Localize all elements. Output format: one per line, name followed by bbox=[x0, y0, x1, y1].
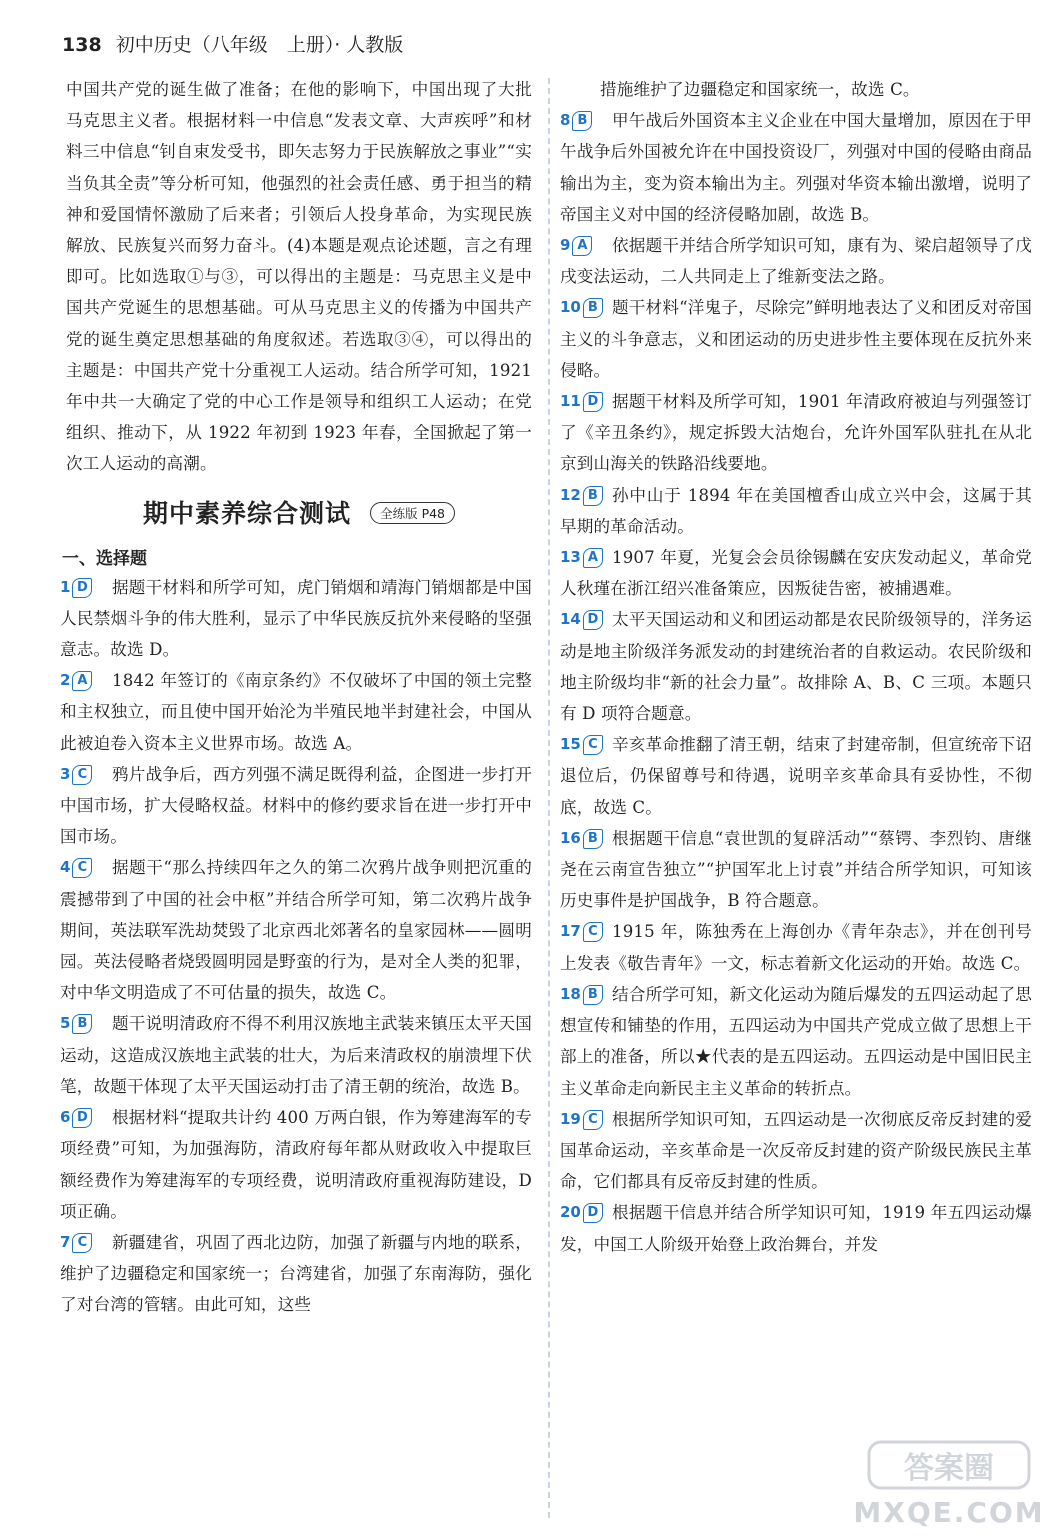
answer-explanation: 鸦片战争后，西方列强不满足既得利益，企图进一步打开中国市场，扩大侵略权益。材料中的修约要求旨在进一步打开中国市场。 bbox=[60, 764, 532, 847]
answer-explanation: 根据材料“提取共计约 400 万两白银，作为筹建海军的专项经费”可知，为加强海防，清政府每年都从财政收入中提取巨额经费作为筹建海军的专项经费，说明清政府重视海防建设，D 项正确。 bbox=[60, 1108, 532, 1221]
question-number: 18 bbox=[560, 984, 581, 1003]
answer-item bbox=[60, 852, 532, 1008]
question-number: 16 bbox=[560, 828, 581, 847]
question-number: 1 bbox=[60, 577, 71, 596]
answer-letter: B bbox=[583, 829, 603, 849]
answer-list-left bbox=[60, 572, 532, 1321]
answer-letter: A bbox=[583, 548, 603, 568]
question-number: 9 bbox=[560, 236, 571, 255]
question-number: 15 bbox=[560, 735, 581, 754]
watermark-top-text: 答案圈 bbox=[904, 1451, 994, 1486]
question-number: 8 bbox=[560, 111, 571, 130]
answer-badge bbox=[560, 545, 603, 569]
answer-letter: D bbox=[583, 392, 603, 412]
answer-letter: B bbox=[572, 111, 592, 131]
page-header bbox=[62, 30, 542, 64]
question-number: 13 bbox=[560, 548, 581, 567]
site-watermark bbox=[849, 1436, 1049, 1532]
answer-item bbox=[560, 979, 1032, 1104]
answer-badge bbox=[60, 1011, 92, 1035]
answer-letter: D bbox=[583, 1203, 603, 1223]
answer-explanation: 1907 年夏，光复会会员徐锡麟在安庆发动起义，革命党人秋瑾在浙江绍兴准备策应，因叛徒告密，被捕遇难。 bbox=[560, 548, 1032, 599]
answer-explanation: 据题干材料和所学可知，虎门销烟和靖海门销烟都是中国人民禁烟斗争的伟大胜利，显示了中华民族反抗外来侵略的坚强意志。故选 D。 bbox=[60, 577, 532, 660]
answer-explanation: 根据题干信息并结合所学知识可知，1919 年五四运动爆发，中国工人阶级开始登上政治舞台，并发 bbox=[560, 1203, 1032, 1254]
answer-explanation: 甲午战后外国资本主义企业在中国大量增加，原因在于甲午战争后外国被允许在中国投资设厂，列强对中国的侵略由商品输出为主，变为资本输出为主。列强对华资本输出激增，说明了帝国主义对中国的经济侵略加剧，故选 B。 bbox=[560, 111, 1032, 224]
answer-explanation: 题干材料“洋鬼子，尽除完”鲜明地表达了义和团反对帝国主义的斗争意志，义和团运动的历史进步性主要体现在反抗外来侵略。 bbox=[560, 298, 1032, 380]
answer-explanation: 1915 年，陈独秀在上海创办《青年杂志》，并在创刊号上发表《敬告青年》一文，标志着新文化运动的开始。故选 C。 bbox=[560, 922, 1032, 973]
question-type-heading: 一、选择题 bbox=[62, 548, 147, 569]
answer-item bbox=[560, 292, 1032, 386]
continued-answer-text: 措施维护了边疆稳定和国家统一，故选 C。 bbox=[600, 80, 920, 99]
question-number: 14 bbox=[560, 610, 581, 629]
answer-explanation: 1842 年签订的《南京条约》不仅破坏了中国的领土完整和主权独立，而且使中国开始沦为半殖民地半封建社会，中国从此被迫卷入资本主义世界市场。故选 A。 bbox=[60, 671, 532, 753]
right-column bbox=[560, 74, 1032, 1260]
answer-item bbox=[560, 604, 1032, 729]
answer-letter: C bbox=[72, 1233, 92, 1253]
answer-item bbox=[60, 1227, 532, 1321]
answer-item bbox=[60, 1008, 532, 1102]
answer-item bbox=[560, 823, 1032, 917]
answer-letter: B bbox=[583, 985, 603, 1005]
answer-badge bbox=[60, 1105, 92, 1129]
answer-letter: C bbox=[72, 858, 92, 878]
answer-letter: A bbox=[572, 236, 592, 256]
answer-letter: B bbox=[72, 1014, 92, 1034]
question-number: 12 bbox=[560, 485, 581, 504]
answer-item bbox=[560, 105, 1032, 230]
answer-badge bbox=[560, 483, 603, 507]
column-divider bbox=[548, 78, 550, 1518]
answer-explanation: 辛亥革命推翻了清王朝，结束了封建帝制，但宣统帝下诏退位后，仍保留尊号和待遇，说明辛亥革命具有妥协性，不彻底，故选 C。 bbox=[560, 735, 1032, 817]
answer-item bbox=[560, 542, 1032, 604]
answer-explanation: 据题干“那么持续四年之久的第二次鸦片战争则把沉重的震撼带到了中国的社会中枢”并结合所学可知，第二次鸦片战争期间，英法联军洗劫焚毁了北京西北郊著名的皇家园林——圆明园。英法侵略者烧毁圆明园是野蛮的行为，是对全人类的犯罪，对中华文明造成了不可估量的损失，故选 C。 bbox=[60, 858, 532, 1003]
question-number: 6 bbox=[60, 1108, 71, 1127]
question-number: 11 bbox=[560, 392, 581, 411]
continued-answer-text: 中国共产党的诞生做了准备；在他的影响下，中国出现了大批马克思主义者。根据材料一中信息“发表文章、大声疾呼”和材料三中信息“钊自束发受书，即矢志努力于民族解放之事业”“实当负其全责”等分析可知，他强烈的社会责任感、勇于担当的精神和爱国情怀激励了后来者；引领后人投身革命，为实现民族解放、民族复兴而努力奋斗。(4)本题是观点论述题，言之有理即可。比如选取①与③，可以得出的主题是：马克思主义是中国共产党诞生的思想基础。可从马克思主义的传播为中国共产党的诞生奠定思想基础的角度叙述。若选取③④，可以得出的主题是：中国共产党十分重视工人运动。结合所学可知，1921 年中共一大确定了党的中心工作是领导和组织工人运动；在党组织、推动下，从 1922 年初到 1923 年春，全国掀起了第一次工人运动的高潮。 bbox=[66, 80, 532, 474]
answer-letter: D bbox=[72, 1108, 92, 1128]
answer-item bbox=[60, 759, 532, 853]
answer-explanation: 题干说明清政府不得不利用汉族地主武装来镇压太平天国运动，这造成汉族地主武装的壮大，为后来清政权的崩溃埋下伏笔，故题干体现了太平天国运动打击了清王朝的统治，故选 B。 bbox=[60, 1014, 532, 1096]
answer-explanation: 孙中山于 1894 年在美国檀香山成立兴中会，这属于其早期的革命活动。 bbox=[560, 485, 1032, 536]
question-number: 5 bbox=[60, 1014, 71, 1033]
answer-badge bbox=[560, 108, 592, 132]
answer-explanation: 据题干材料及所学可知，1901 年清政府被迫与列强签订了《辛丑条约》，规定拆毁大沽炮台，允许外国军队驻扎在从北京到山海关的铁路沿线要地。 bbox=[560, 392, 1032, 474]
answer-letter: D bbox=[72, 578, 92, 598]
answer-badge bbox=[60, 855, 92, 879]
answer-item bbox=[560, 916, 1032, 978]
answer-item bbox=[560, 230, 1032, 292]
section-heading bbox=[66, 484, 532, 542]
question-number: 2 bbox=[60, 671, 71, 690]
answer-letter: D bbox=[583, 610, 603, 630]
answer-explanation: 太平天国运动和义和团运动都是农民阶级领导的，洋务运动是地主阶级洋务派发动的封建统治者的自救运动。农民阶级和地主阶级均非“新的社会力量”。故排除 A、B、C 三项。本题只有 D 项符合题意。 bbox=[560, 610, 1032, 724]
answer-badge bbox=[60, 668, 92, 692]
book-title: 初中历史（八年级 上册）· 人教版 bbox=[115, 34, 404, 56]
question-number: 17 bbox=[560, 922, 581, 941]
answer-badge bbox=[560, 295, 603, 319]
answer-letter: C bbox=[583, 735, 603, 755]
answer-letter: C bbox=[583, 1110, 603, 1130]
question-number: 10 bbox=[560, 298, 581, 317]
answer-letter: B bbox=[583, 298, 603, 318]
answer-item bbox=[60, 572, 532, 666]
question-number: 7 bbox=[60, 1232, 71, 1251]
answer-badge bbox=[560, 389, 603, 413]
left-column bbox=[60, 74, 532, 1321]
question-number: 4 bbox=[60, 858, 71, 877]
answer-badge bbox=[560, 1107, 603, 1131]
answer-letter: C bbox=[583, 922, 603, 942]
answer-badge bbox=[560, 982, 603, 1006]
answer-list-right bbox=[560, 105, 1032, 1260]
answer-item bbox=[60, 1102, 532, 1227]
answer-badge bbox=[560, 826, 603, 850]
answer-badge bbox=[560, 233, 592, 257]
answer-item bbox=[60, 665, 532, 759]
answer-item bbox=[560, 386, 1032, 480]
answer-badge bbox=[560, 732, 603, 756]
answer-letter: A bbox=[72, 671, 92, 691]
answer-badge bbox=[60, 575, 92, 599]
page-number: 138 bbox=[62, 34, 102, 56]
answer-badge bbox=[60, 762, 92, 786]
answer-explanation: 结合所学可知，新文化运动为随后爆发的五四运动起了思想宣传和铺垫的作用，五四运动为中国共产党成立做了思想上干部上的准备，所以★代表的是五四运动。五四运动是中国旧民主主义革命走向新民主主义革命的转折点。 bbox=[560, 984, 1032, 1098]
answer-badge bbox=[560, 919, 603, 943]
answer-explanation: 根据题干信息“袁世凯的复辟活动”“蔡锷、李烈钧、唐继尧在云南宣告独立”“护国军北上讨袁”并结合所学知识，可知该历史事件是护国战争，B 符合题意。 bbox=[560, 828, 1032, 911]
answer-item bbox=[560, 729, 1032, 823]
question-number: 3 bbox=[60, 764, 71, 783]
answer-badge bbox=[560, 1200, 603, 1224]
question-number: 19 bbox=[560, 1109, 581, 1128]
section-reference-badge: 全练版 P48 bbox=[370, 502, 455, 524]
question-number: 20 bbox=[560, 1203, 581, 1222]
section-title: 期中素养综合测试 bbox=[142, 498, 351, 528]
answer-explanation: 新疆建省，巩固了西北边防，加强了新疆与内地的联系，维护了边疆稳定和国家统一；台湾建省，加强了东南海防，强化了对台湾的管辖。由此可知，这些 bbox=[60, 1232, 532, 1315]
answer-letter: B bbox=[583, 486, 603, 506]
answer-item bbox=[560, 1104, 1032, 1198]
answer-badge bbox=[60, 1230, 92, 1254]
watermark-bottom-text: MXQE.COM bbox=[853, 1496, 1045, 1529]
answer-explanation: 根据所学知识可知，五四运动是一次彻底反帝反封建的爱国革命运动，辛亥革命是一次反帝反封建的资产阶级民族民主革命，它们都具有反帝反封建的性质。 bbox=[560, 1109, 1032, 1192]
answer-explanation: 依据题干并结合所学知识可知，康有为、梁启超领导了戊戌变法运动，二人共同走上了维新变法之路。 bbox=[560, 236, 1032, 287]
answer-badge bbox=[560, 607, 603, 631]
answer-item bbox=[560, 1197, 1032, 1259]
answer-letter: C bbox=[72, 765, 92, 785]
answer-item bbox=[560, 480, 1032, 542]
